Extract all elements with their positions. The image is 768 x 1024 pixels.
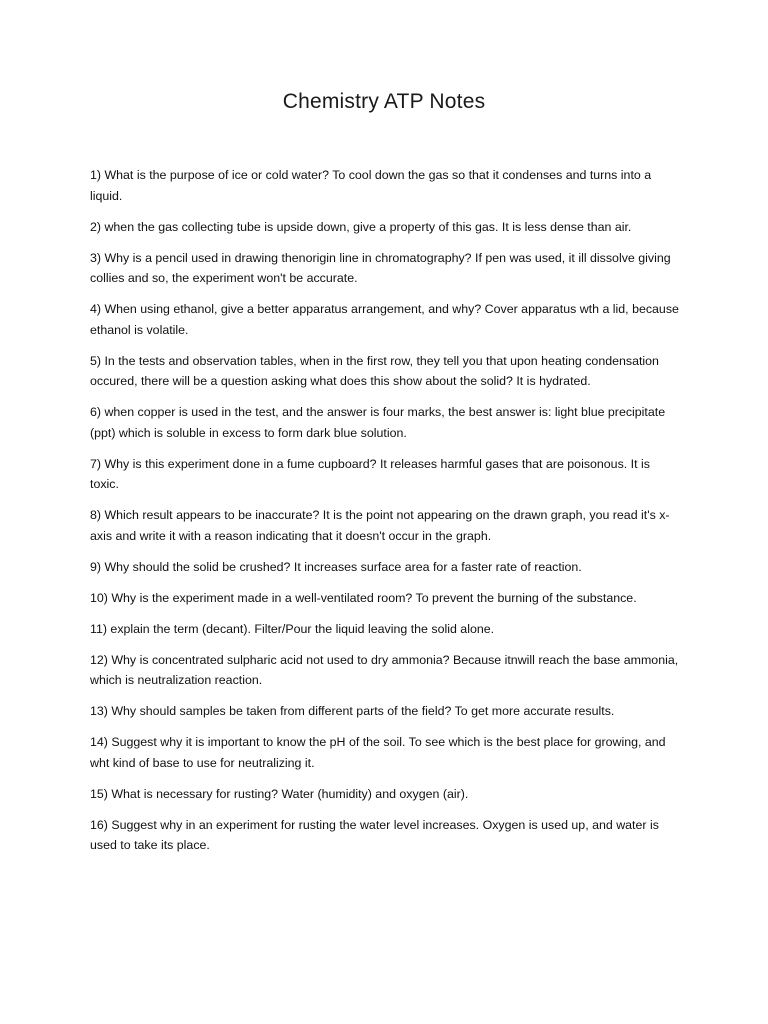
note-item: 6) when copper is used in the test, and the answer is four marks, the best answer is: light blue precipitate (ppt) which is soluble in excess to form dark blue solution. bbox=[90, 405, 666, 440]
note-item: 1) What is the purpose of ice or cold water? To cool down the gas so that it condenses and turns into a liquid. bbox=[90, 168, 652, 203]
note-item: 14) Suggest why it is important to know the pH of the soil. To see which is the best place for growing, and wht kind of base to use for neutralizing it. bbox=[90, 735, 666, 770]
page-title: Chemistry ATP Notes bbox=[282, 90, 486, 113]
note-item: 15) What is necessary for rusting? Water (humidity) and oxygen (air). bbox=[90, 786, 469, 801]
note-item: 9) Why should the solid be crushed? It increases surface area for a faster rate of reaction. bbox=[90, 559, 582, 574]
note-item: 10) Why is the experiment made in a well-ventilated room? To prevent the burning of the substance. bbox=[90, 590, 637, 605]
note-item: 2) when the gas collecting tube is upside down, give a property of this gas. It is less dense than air. bbox=[90, 219, 632, 234]
note-item: 8) Which result appears to be inaccurate? It is the point not appearing on the drawn graph, you read it's x-axis and write it with a reason indicating that it doesn't occur in the graph. bbox=[90, 508, 670, 543]
note-item: 16) Suggest why in an experiment for rusting the water level increases. Oxygen is used up, and water is used to take its place. bbox=[90, 817, 659, 852]
note-item: 12) Why is concentrated sulpharic acid not used to dry ammonia? Because itnwill reach the base ammonia, which is neutralization reaction. bbox=[90, 652, 679, 687]
note-item: 7) Why is this experiment done in a fume cupboard? It releases harmful gases that are poisonous. It is toxic. bbox=[90, 456, 650, 491]
note-item: 5) In the tests and observation tables, when in the first row, they tell you that upon heating condensation occured, there will be a question asking what does this show about the solid? It is hydrated. bbox=[90, 353, 659, 388]
note-item: 4) When using ethanol, give a better apparatus arrangement, and why? Cover apparatus wth a lid, because ethanol is volatile. bbox=[90, 302, 679, 337]
note-item: 11) explain the term (decant). Filter/Pour the liquid leaving the solid alone. bbox=[90, 621, 495, 636]
note-item: 13) Why should samples be taken from different parts of the field? To get more accurate results. bbox=[90, 704, 615, 718]
notes-list bbox=[90, 165, 680, 866]
note-item: 3) Why is a pencil used in drawing thenorigin line in chromatography? If pen was used, it ill dissolve giving collies and so, the experiment won't be accurate. bbox=[90, 250, 671, 285]
